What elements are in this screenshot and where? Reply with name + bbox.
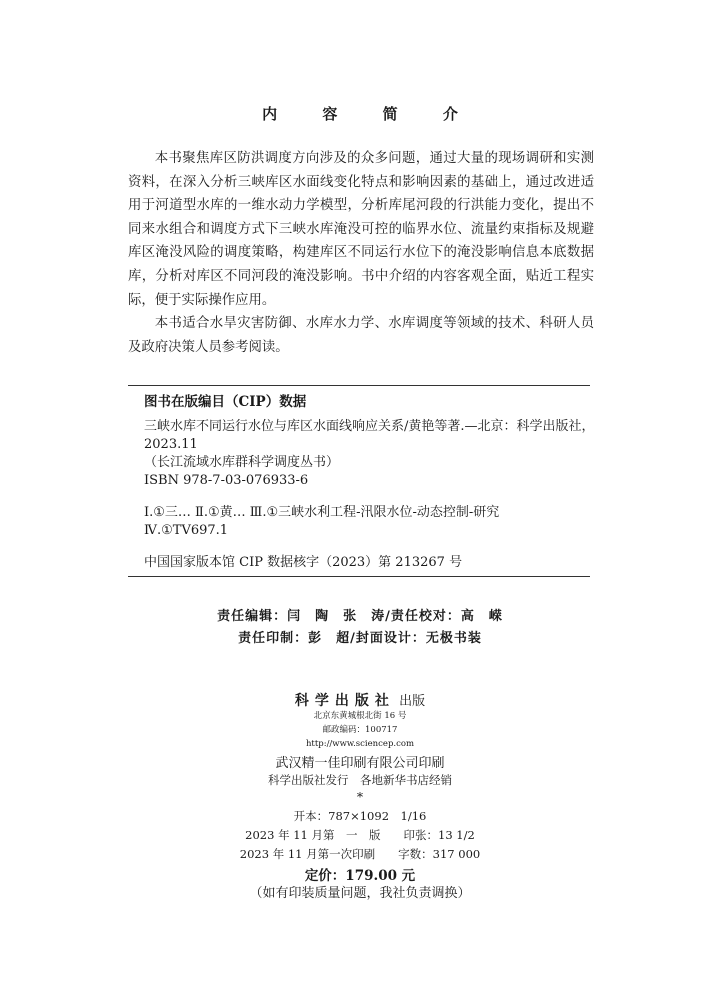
edition-line: 2023 年 11 月第 一 版 印张：13 1/2 [245,828,475,842]
distribution-line: 科学出版社发行 各地新华书店经销 [268,773,452,787]
intro-section [128,147,594,359]
staff-line-1: 责任编辑：闫 陶 张 涛/责任校对：高 嵘 [217,609,503,624]
format-line: 开本：787×1092 1/16 [293,809,427,823]
intro-paragraph-1: 本书聚焦库区防洪调度方向涉及的众多问题，通过大量的现场调研和实测资料，在深入分析三峡库区水面线变化特点和影响因素的基础上，通过改进适用于河道型水库的一维水动力学模型，分析库尾河段的行洪能力变化，提出不同来水组合和调度方式下三峡水库淹没可控的临界水位、流量约束指标及规避库区淹没风险的调度策略，构建库区不同运行水位下的淹没影响信息本底数据库，分析对库区不同河段的淹没影响。书中介绍的内容客观全面，贴近工程实际，便于实际操作应用。 [128,151,594,308]
publisher-postcode: 邮政编码：100717 [322,725,398,735]
cip-number: 中国国家版本馆 CIP 数据核字（2023）第 213267 号 [144,555,463,570]
publisher-address: 北京东黄城根北街 16 号 [313,711,407,721]
printer-line: 武汉精一佳印刷有限公司印刷 [275,756,445,771]
cip-heading: 图书在版编目（CIP）数据 [144,394,307,410]
cip-record: 三峡水库不同运行水位与库区水面线响应关系/黄艳等著.—北京：科学出版社，2023.11 [144,419,595,452]
price-line: 定价：179.00 元 [304,868,416,884]
quality-notice: （如有印装质量问题，我社负责调换） [249,886,471,901]
cip-body [128,412,595,576]
cip-subjects-1: Ⅰ.①三… Ⅱ.①黄… Ⅲ.①三峡水利工程-汛限水位-动态控制-研究 [144,505,500,520]
publisher-suffix: 出版 [399,694,426,709]
publisher-website: http://www.sciencep.com [305,739,415,749]
separator-star: * [356,789,364,804]
cip-block [128,385,595,577]
staff-line-2: 责任印制：彭 超/封面设计：无极书装 [238,631,482,646]
publisher-name: 科学出版社 [294,693,395,709]
printing-line: 2023 年 11 月第一次印刷 字数：317 000 [239,847,481,861]
cip-isbn: ISBN 978-7-03-076933-6 [144,473,309,488]
page-title: 内 容 简 介 [262,105,478,123]
publisher-line [0,690,720,710]
intro-paragraph-2: 本书适合水旱灾害防御、水库水力学、水库调度等领域的技术、科研人员及政府决策人员参考阅读。 [128,316,594,355]
cip-series: （长江流域水库群科学调度丛书） [144,455,340,470]
cip-subjects-2: Ⅳ.①TV697.1 [144,523,229,538]
